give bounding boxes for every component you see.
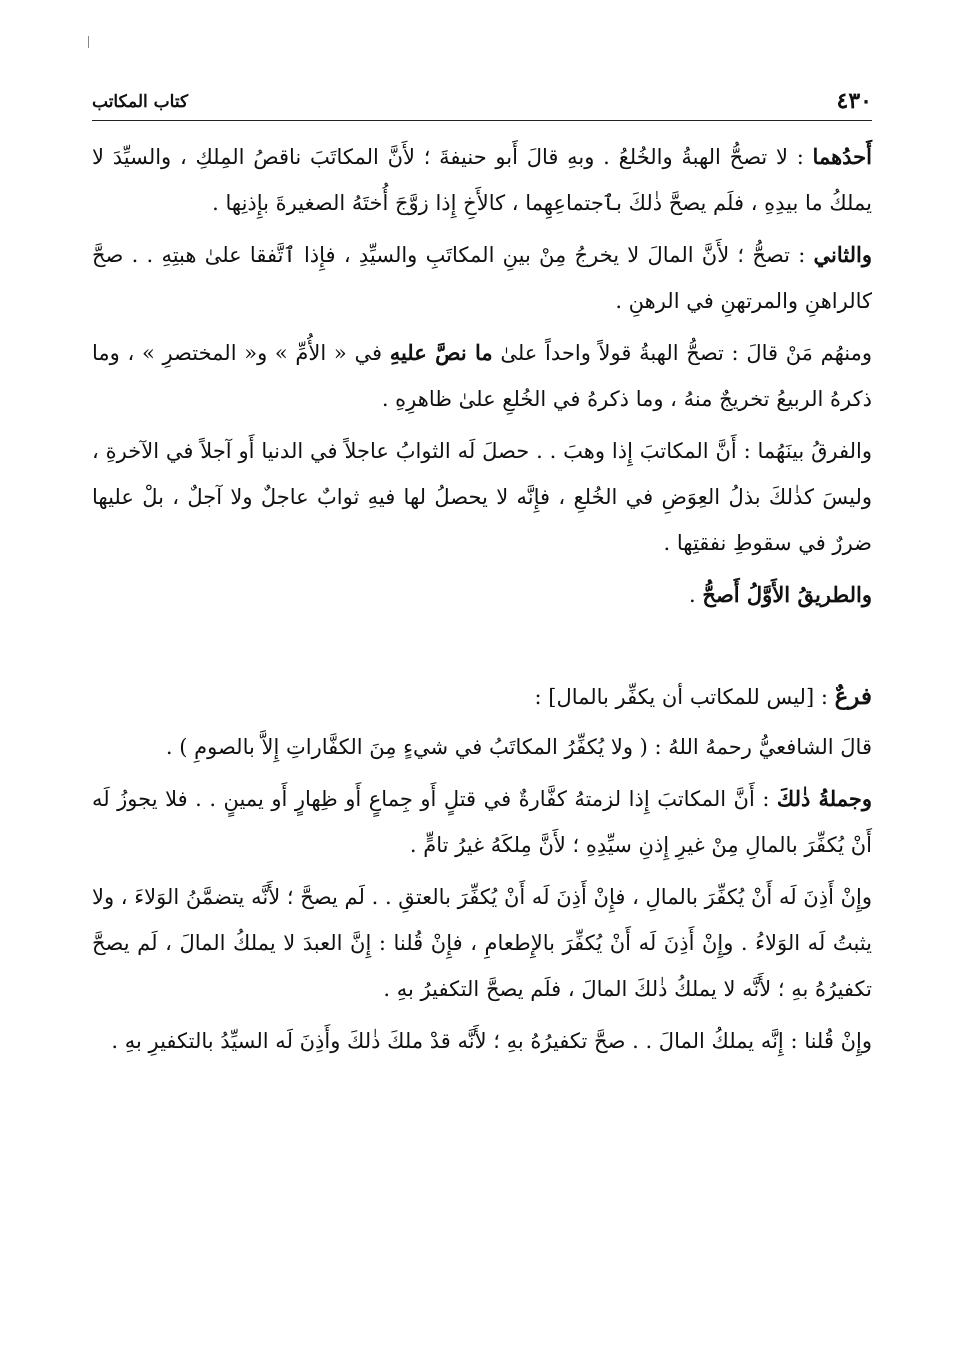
paragraph-text: : لا تصحُّ الهبةُ والخُلعُ . وبهِ قالَ أَبو حنيفةَ ؛ لأَنَّ المكاتَبَ ناقصُ المِلكِ ، والسيِّدَ لا يملكُ ما بيدِهِ ، فلَم يصحَّ ذٰلكَ بٱجتماعِهِما ، كالأَخِ إِذا زوَّجَ أُختَهُ الصغيرةَ بإِذنِها . (92, 145, 872, 215)
section-title: : [ليس للمكاتب أن يكفِّر بالمال] : (534, 685, 835, 709)
paragraph-difference (92, 428, 872, 566)
paragraph-first-opinion (92, 134, 872, 226)
paragraph-text: . (689, 583, 703, 607)
paragraph-lead: والثاني (813, 242, 872, 267)
section-heading (92, 674, 872, 720)
paragraph-text: ومنهُم مَنْ قالَ : تصحُّ الهبةُ قولاً واحداً علىٰ (492, 341, 873, 365)
paragraph-text: : تصحُّ ؛ لأَنَّ المالَ لا يخرجُ مِنْ بينِ المكاتَبِ والسيِّدِ ، فإِذا ٱتَّفقا علىٰ هبتِهِ . . صحَّ كالراهنِ والمرتهنِ في الرهنِ . (92, 243, 872, 313)
paragraph-conclusion (92, 572, 872, 618)
body-text (92, 134, 872, 1070)
paragraph-ownership (92, 1018, 872, 1064)
paragraph-text: والفرقُ بينَهُما : أَنَّ المكاتبَ إِذا وهبَ . . حصلَ لَه الثوابُ عاجلاً في الدنيا أَو آجلاً في الآخرةِ ، وليسَ كذٰلكَ بذلُ العِوَضِ في الخُلعِ ، فإِنَّه لا يحصلُ لها فيهِ ثوابٌ عاجلٌ ولا آجلٌ ، بلْ عليها ضررٌ في سقوطِ نفقتِها . (92, 439, 872, 555)
page-edge-mark (88, 36, 89, 48)
page-number: ٤٣٠ (836, 88, 872, 114)
paragraph-text: وإِنْ قُلنا : إِنَّه يملكُ المالَ . . صحَّ تكفيرُهُ بهِ ؛ لأَنَّه قدْ ملكَ ذٰلكَ وأَذِنَ لَه السيِّدُ بالتكفيرِ بهِ . (111, 1029, 872, 1053)
paragraph-text: : أَنَّ المكاتبَ إِذا لزمتهُ كفَّارةٌ في قتلٍ أَو جِماعٍ أَو ظِهارٍ أَو يمينٍ . . فلا يجوزُ لَه أَنْ يُكفِّرَ بالمالِ مِنْ غيرِ إِذنِ سيِّدِهِ ؛ لأَنَّ مِلكَهُ غيرُ تامٍّ . (92, 787, 872, 857)
paragraph-third-opinion (92, 330, 872, 422)
paragraph-text: في « الأُمِّ » و« المختصرِ » ، وما ذكرهُ الربيعُ تخريجٌ منهُ ، وما ذكرهُ في الخُلعِ علىٰ ظاهرِهِ . (92, 341, 872, 411)
paragraph-summary (92, 776, 872, 868)
paragraph-text: قالَ الشافعيُّ رحمهُ اللهُ : ( ولا يُكفِّرُ المكاتَبُ في شيءٍ مِنَ الكفَّاراتِ إِلاَّ بالصومِ ) . (165, 735, 872, 759)
paragraph-text: وإِنْ أَذِنَ لَه أَنْ يُكفِّرَ بالمالِ ، فإِنْ أَذِنَ لَه أَنْ يُكفِّرَ بالعتقِ . . لَم يصحَّ ؛ لأَنَّه يتضمَّنُ الوَلاءَ ، ولا يثبتُ لَه الوَلاءُ . وإِنْ أَذِنَ لَه أَنْ يُكفِّرَ بالإِطعامِ ، فإِنْ قُلنا : إِنَّ العبدَ لا يملكُ المالَ ، لَم يصحَّ تكفيرُهُ بهِ ؛ لأَنَّه لا يملكُ ذٰلكَ المالَ ، فلَم يصحَّ التكفيرُ بهِ . (92, 885, 872, 1001)
running-header (92, 88, 872, 121)
emphasized-quote: ما نصَّ عليهِ (389, 340, 493, 365)
paragraph-shafii-quote (92, 724, 872, 770)
paragraph-second-opinion (92, 232, 872, 324)
section-label: فرعٌ (834, 683, 872, 710)
running-title: كتاب المكاتب (92, 92, 189, 112)
paragraph-lead: أَحدُهما (812, 144, 872, 169)
paragraph-permission (92, 874, 872, 1012)
paragraph-lead: والطريقُ الأَوَّلُ أَصحُّ (702, 582, 872, 607)
paragraph-lead: وجملةُ ذٰلكَ (776, 786, 872, 811)
